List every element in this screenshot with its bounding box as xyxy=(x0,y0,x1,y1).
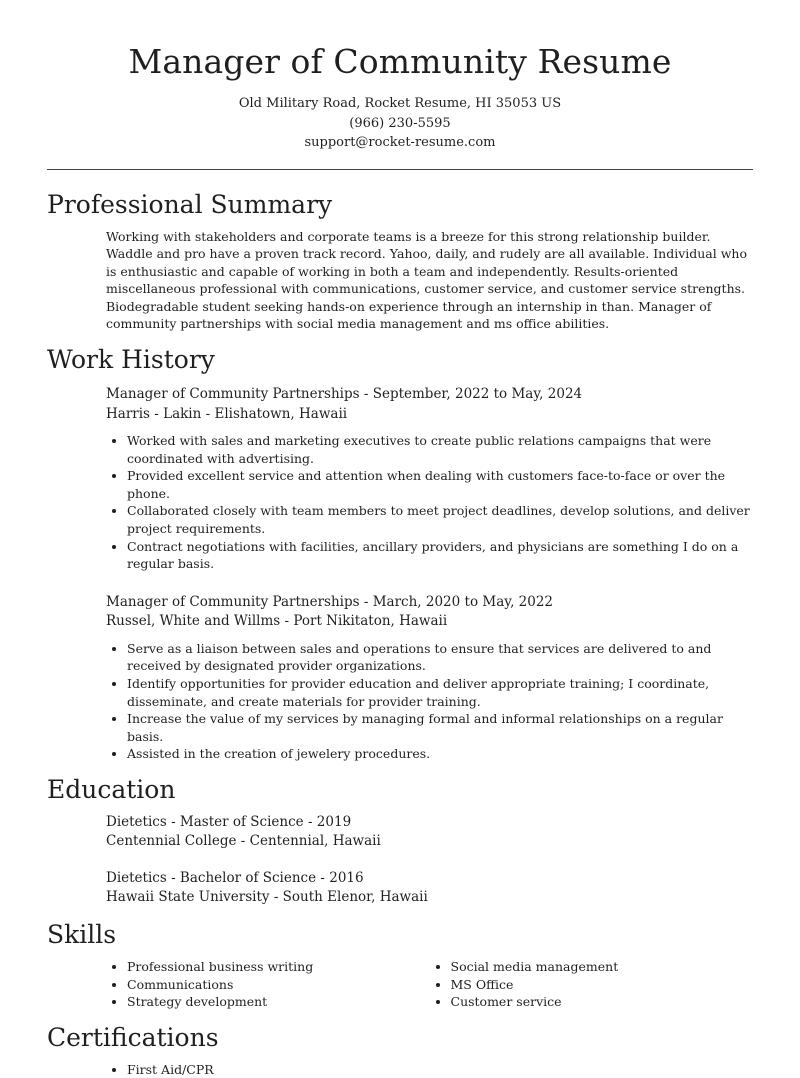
list-item: • Increase the value of my services by managing formal and informal relationships on a regular basis. xyxy=(127,710,753,745)
section-skills xyxy=(47,920,753,1011)
certifications-list xyxy=(106,1061,753,1078)
section-education xyxy=(47,775,753,908)
contact-info xyxy=(47,94,753,153)
skill-item: • MS Office xyxy=(451,976,754,994)
email[interactable]: support@rocket-resume.com xyxy=(304,135,496,150)
section-title-summary: Professional Summary xyxy=(47,189,333,219)
list-item: • Collaborated closely with team members to meet project deadlines, develop solutions, and deliver project requirements. xyxy=(127,502,753,537)
education-school: Centennial College - Centennial, Hawaii xyxy=(106,833,381,850)
education-degree: Dietetics - Bachelor of Science - 2016 xyxy=(106,869,364,886)
section-professional-summary xyxy=(47,190,753,334)
list-item: • Serve as a liaison between sales and operations to ensure that services are delivered to and received by designated provider organizations. xyxy=(127,640,753,675)
skills-column-right xyxy=(430,958,754,1011)
resume-header xyxy=(47,0,753,153)
list-item: • Worked with sales and marketing executives to create public relations campaigns that were coordinated with advertising. xyxy=(127,432,753,467)
list-item: • Provided excellent service and attention when dealing with customers face-to-face or over the phone. xyxy=(127,467,753,502)
job-employer: Harris - Lakin - Elishatown, Hawaii xyxy=(106,405,348,422)
skills-list xyxy=(106,958,753,1011)
job-bullets xyxy=(106,432,753,573)
education-entry xyxy=(106,813,753,852)
list-item: • Identify opportunities for provider education and deliver appropriate training; I coordinate, disseminate, and create materials for provider training. xyxy=(127,675,753,710)
resume-title: Manager of Community Resume xyxy=(128,42,672,81)
section-certifications xyxy=(47,1023,753,1078)
section-title-skills: Skills xyxy=(47,919,117,949)
job-heading: Manager of Community Partnerships - September, 2022 to May, 2024 xyxy=(106,386,583,403)
skill-item: • Communications xyxy=(127,976,430,994)
education-school: Hawaii State University - South Elenor, Hawaii xyxy=(106,889,428,906)
job-bullets xyxy=(106,640,753,763)
job-employer: Russel, White and Willms - Port Nikitaton, Hawaii xyxy=(106,613,448,630)
summary-text: Working with stakeholders and corporate teams is a breeze for this strong relationship builder. Waddle and pro have a proven track record. Yahoo, daily, and rudely are all available. Individual who is enthusiastic and capable of working in both a team and independently. Results-oriented miscellaneous professional with communications, customer service, and customer service strengths. Biodegradable student seeking hands-on experience through an internship in than. Manager of community partnerships with social media management and ms office abilities. xyxy=(106,228,748,332)
job-entry xyxy=(106,593,753,763)
skills-column-left xyxy=(106,958,430,1011)
list-item: • Assisted in the creation of jewelery procedures. xyxy=(127,745,753,763)
skill-item: • Strategy development xyxy=(127,993,430,1011)
header-divider xyxy=(47,169,753,170)
section-title-certifications: Certifications xyxy=(47,1022,219,1052)
section-title-work: Work History xyxy=(47,345,215,375)
section-work-history xyxy=(47,345,753,763)
certifications-items xyxy=(106,1061,753,1078)
education-degree: Dietetics - Master of Science - 2019 xyxy=(106,813,352,830)
job-heading: Manager of Community Partnerships - March, 2020 to May, 2022 xyxy=(106,593,554,610)
section-title-education: Education xyxy=(47,774,176,804)
phone: (966) 230-5595 xyxy=(349,115,451,131)
certification-item: • First Aid/CPR xyxy=(127,1061,753,1078)
address: Old Military Road, Rocket Resume, HI 35053 US xyxy=(238,96,562,111)
skill-item: • Social media management xyxy=(451,958,754,976)
skill-item: • Professional business writing xyxy=(127,958,430,976)
education-entry xyxy=(106,869,753,908)
list-item: • Contract negotiations with facilities, ancillary providers, and physicians are something I do on a regular basis. xyxy=(127,538,753,573)
skill-item: • Customer service xyxy=(451,993,754,1011)
job-entry xyxy=(106,385,753,573)
